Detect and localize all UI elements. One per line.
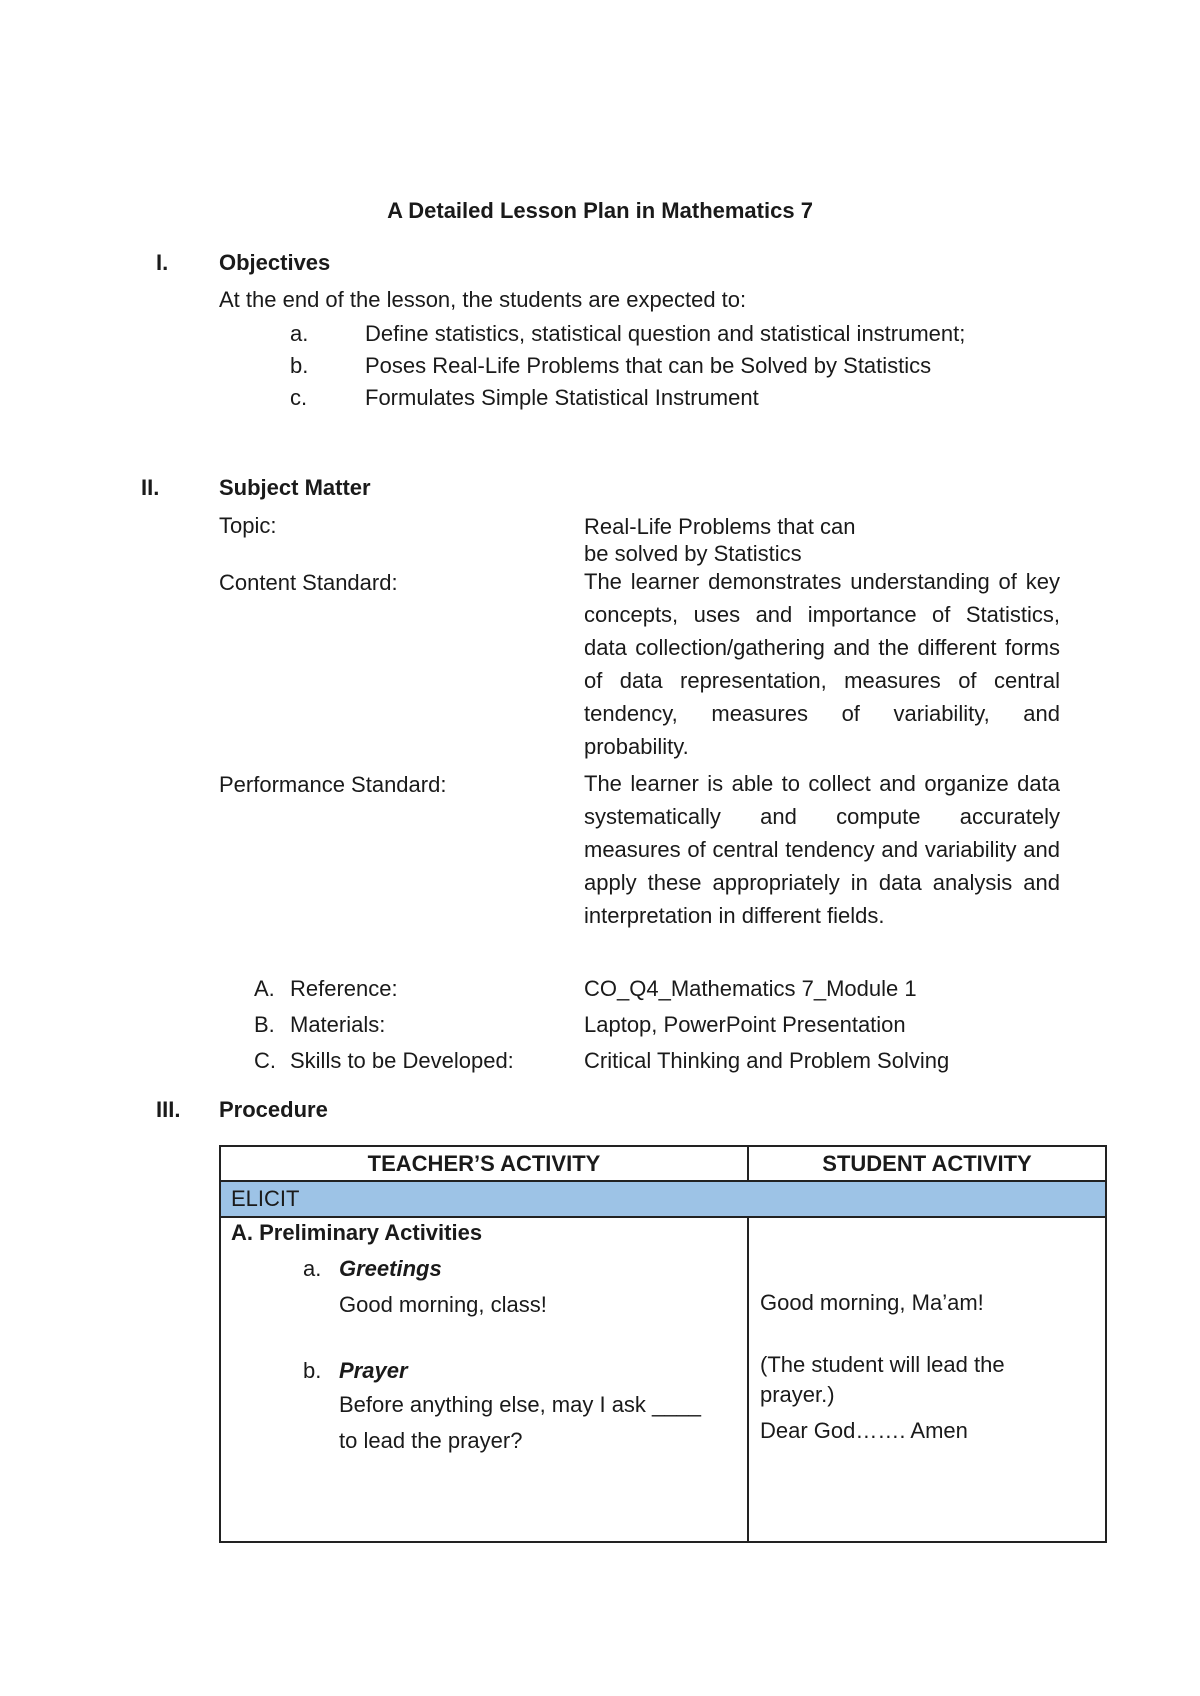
greetings-teacher-line: Good morning, class!	[339, 1292, 547, 1317]
student-activity-header: STUDENT ACTIVITY	[748, 1146, 1106, 1181]
reference-value: CO_Q4_Mathematics 7_Module 1	[584, 976, 917, 1001]
procedure-table	[219, 1145, 1107, 1543]
reference-label: Reference:	[290, 976, 398, 1001]
topic-value: Real-Life Problems that can be solved by Statistics	[584, 514, 856, 566]
topic-label: Topic:	[219, 513, 277, 538]
performance-standard-label: Performance Standard:	[219, 772, 447, 797]
objective-item: Poses Real-Life Problems that can be Solved by Statistics	[365, 353, 932, 378]
objective-item: Define statistics, statistical question and statistical instrument;	[365, 321, 966, 346]
objectives-numeral: I.	[156, 250, 169, 275]
subject-matter-numeral: II.	[141, 475, 160, 500]
materials-letter: B.	[254, 1012, 275, 1037]
skills-value: Critical Thinking and Problem Solving	[584, 1048, 950, 1073]
materials-label: Materials:	[290, 1012, 386, 1037]
content-standard-label: Content Standard:	[219, 570, 398, 595]
objective-letter: a.	[290, 321, 309, 346]
prayer-student-line: prayer.)	[760, 1382, 835, 1407]
skills-letter: C.	[254, 1048, 276, 1073]
prayer-student-line: Dear God……. Amen	[760, 1418, 968, 1443]
elicit-phase-row: ELICIT	[220, 1181, 1106, 1217]
prayer-teacher-line: to lead the prayer?	[339, 1428, 523, 1453]
objective-letter: b.	[290, 353, 309, 378]
prayer-label: Prayer	[339, 1358, 408, 1383]
reference-letter: A.	[254, 976, 275, 1001]
objectives-heading: Objectives	[219, 250, 331, 275]
objective-letter: c.	[290, 385, 308, 410]
content-standard-value: The learner demonstrates understanding of key concepts, uses and importance of Statistics, data collection/gathering and the different forms of data representation, measures of central tendency, measures of variability, and probability.	[584, 569, 1060, 759]
teacher-activity-header: TEACHER’S ACTIVITY	[220, 1146, 748, 1181]
materials-value: Laptop, PowerPoint Presentation	[584, 1012, 906, 1037]
subject-matter-heading: Subject Matter	[219, 475, 371, 500]
procedure-heading: Procedure	[219, 1097, 328, 1122]
prayer-letter: b.	[303, 1358, 322, 1383]
objectives-intro: At the end of the lesson, the students are expected to:	[219, 287, 747, 312]
prayer-teacher-line: Before anything else, may I ask ____	[339, 1392, 701, 1417]
objective-item: Formulates Simple Statistical Instrument	[365, 385, 759, 410]
greetings-letter: a.	[303, 1256, 322, 1281]
greetings-student-line: Good morning, Ma’am!	[760, 1290, 984, 1315]
teacher-activity-cell	[220, 1217, 748, 1542]
preliminary-activities-heading: A. Preliminary Activities	[231, 1220, 483, 1245]
procedure-numeral: III.	[156, 1097, 181, 1122]
page-title: A Detailed Lesson Plan in Mathematics 7	[387, 198, 813, 223]
skills-label: Skills to be Developed:	[290, 1048, 514, 1073]
prayer-student-line: (The student will lead the	[760, 1352, 1005, 1377]
student-activity-cell	[748, 1217, 1106, 1542]
performance-standard-value: The learner is able to collect and organize data systematically and compute accurately measures of central tendency and variability and apply these appropriately in data analysis and interpretation in different fields.	[584, 771, 1060, 928]
greetings-label: Greetings	[339, 1256, 442, 1281]
